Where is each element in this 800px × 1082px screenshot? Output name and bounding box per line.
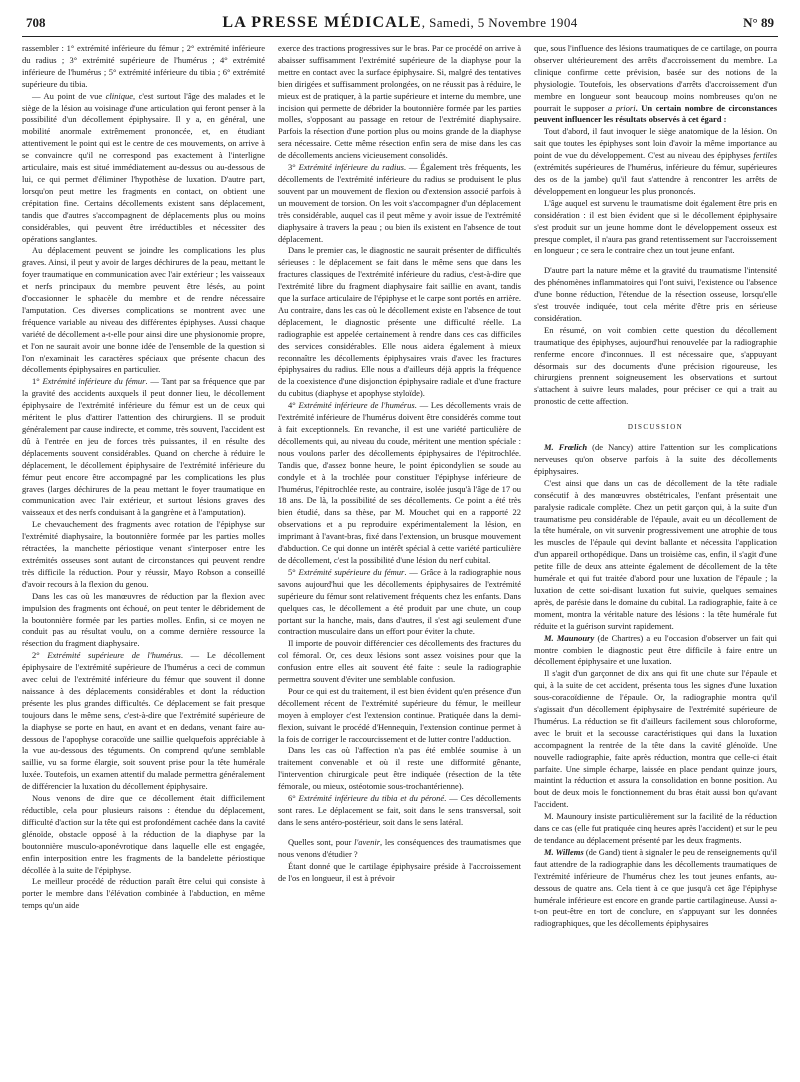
issue-date: , Samedi, 5 Novembre 1904	[421, 15, 578, 30]
section-femur: 1° Extrémité inférieure du fémur. — Tant par sa fréquence que par la gravité des accidents auxquels il peut donner lieu, le décollement épiphysaire de l'extrémité inférieure du fémur est un de ceux qui méritent le plus d'attirer l'attention des chirurgiens. Il se produit généralement par cause indirecte, et comme, très souvent, l'accident est dû à l'entrée en jeu de forces très puissantes, il en résulte des déplacements souvent considérables. Quand on cherche à réduire le déplacement, le décollement épiphysaire de l'extrémité inférieure du fémur peut encore être accompagné par les complications les plus graves (larges déchirures de la peau mettant le foyer traumatique en communication avec l'air extérieur, et surtout lésions graves des vaisseaux et des nerfs conduisant à la gangrène et à l'amputation).	[22, 376, 265, 518]
journal-title: LA PRESSE MÉDICALE	[222, 14, 422, 31]
paragraph: Au déplacement peuvent se joindre les complications les plus graves. Ainsi, il peut y avoir de larges déchirures de la peau, mettant le foyer traumatique en communication avec l'air extérieur ; les vaisseaux et nerfs principaux du membre peuvent être lésés, au point d'occasionner le sphacèle du membre et de rendre nécessaire l'amputation. Ces diverses complications se montrent avec une fréquence variable au niveau des différentes épiphyses. Aussi chaque variété de décollement a-t-elle pour ainsi dire une physionomie propre, et l'on ne saurait avoir une bonne idée de l'ensemble de la question si l'on n'examinait les caractères spéciaux que présente chacun des décollements épiphysaires en particulier.	[22, 245, 265, 375]
section-femur-upper: 5° Extrémité supérieure du fémur. — Grâce à la radiographie nous savons aujourd'hui que les décollements épiphysaires de l'extrémité supérieure du fémur sont relativement fréquents chez les enfants. Dans quelques cas, le décollement a été produit par une chute, un coup portant sur la hanche, mais, dans d'autres, il s'est agi seulement d'une contraction musculaire dans un effort pour éviter la chute.	[278, 566, 521, 637]
section-tibia: 6° Extrémité inférieure du tibia et du péroné. — Ces décollements sont rares. Le déplacement se fait, soit dans le sens transversal, soit dans le sens antéro-postérieur, soit dans le sens latéral.	[278, 793, 521, 827]
paragraph: Étant donné que le cartilage épiphysaire préside à l'accroissement de l'os en longueur, il est à prévoir	[278, 860, 521, 883]
paragraph: que, sous l'influence des lésions traumatiques de ce cartilage, on pourra observer ultérieurement des arrêts d'accroissement du membre. La clinique confirme cette prévision, basée sur des notions de la physiologie. Toutefois, les observations d'arrêts d'accroissement d'un membre en longueur sont beaucoup moins nombreuses qu'on ne pourrait le supposer a priori. Un certain nombre de circonstances peuvent influencer les résultats observés à cet égard :	[534, 43, 777, 125]
paragraph: Nous venons de dire que ce décollement était difficilement réductible, cela pour plusieurs raisons : étendue du déplacement, difficulté d'action sur la tête qui est profondément cachée dans la cavité glénoïde, obstacle opposé à la réduction de la diaphyse par la boutonnière musculo-aponévrotique dans laquelle elle est engagée, enfin interposition entre les fragments de la bandelette périostique décollée à la suite de l'épiphyse.	[22, 793, 265, 875]
discussion-heading: DISCUSSION	[627, 423, 684, 432]
section-radius: 3° Extrémité inférieure du radius. — Également très fréquents, les décollements de l'extrémité inférieure du radius se produisent le plus souvent par un mouvement de flexion ou d'extension associé parfois à un mouvement de torsion. On les voit s'accompagner d'un déplacement très considérable, auquel cas il peut même y avoir issue de l'extrémité diaphysaire à travers la peau ; ou bien ils existent en l'absence de tout déplacement.	[278, 162, 521, 244]
discussion-maunoury: M. Maunoury (de Chartres) a eu l'occasion d'observer un fait qui montre combien le diagnostic peut être difficile à faire entre un décollement épiphysaire et une luxation.	[534, 632, 777, 667]
paragraph: Quelles sont, pour l'avenir, les conséquences des traumatismes que nous venons d'étudier ?	[278, 836, 521, 859]
paragraph: M. Maunoury insiste particulièrement sur la facilité de la réduction dans ce cas (elle fut pratiquée cinq heures après l'accident) et sur le peu de tendance au déplacement présenté par les deux fragments.	[534, 811, 777, 845]
paragraph: Le meilleur procédé de réduction paraît être celui qui consiste à porter le membre dans l'élévation combinée à l'abduction, en même temps qu'un aide	[22, 876, 265, 911]
paragraph: exerce des tractions progressives sur le bras. Par ce procédé on arrive à abaisser suffisamment l'extrémité supérieure de la diaphyse pour la mettre en contact avec la surface épiphysaire. Si, malgré des tentatives bien dirigées et suffisamment prolongées, on ne réussit pas à réduire, le mieux est de pratiquer, à la partie supérieure et interne du membre, une incision qui permette de débrider la boutonnière formée par les parties molles, s'opposant au passage en retour de l'extrémité diaphysaire. Parfois la résection d'une portion plus ou moins grande de la diaphyse sera nécessaire. Cette même résection enfin sera de mise dans les cas de décollements anciens vicieusement consolidés.	[278, 43, 521, 161]
column-1	[22, 43, 265, 1069]
discussion-froelich: M. Frœlich (de Nancy) attire l'attention sur les complications nerveuses qu'on observe parfois à la suite des décollements épiphysaires.	[534, 442, 777, 476]
page-number: 708	[26, 15, 46, 30]
paragraph: Dans le premier cas, le diagnostic ne saurait présenter de difficultés sérieuses : le déplacement se fait dans le même sens que dans les fractures classiques de l'extrémité inférieure du radius, c'est-à-dire que l'extrémité libre du fragment diaphysaire fait saillie en avant, tandis que la surface articulaire de l'épiphyse et le carpe sont portés en arrière. Au contraire, dans les cas où le décollement existe en l'absence de tout déplacement, le diagnostic présente une difficulté réelle. La radiographie est appelée certainement à rendre dans ces cas difficiles des services considérables. Elle nous aidera également à mieux reconnaître les décollements épiphysaires vrais d'avec les fractures épiphysaires du radius. Elle nous a d'ailleurs déjà appris la fréquence de la coexistence d'une disjonction épiphysaire radiale et d'une fracture du cubitus (diaphyse et apophyse styloïde).	[278, 245, 521, 399]
discussion-willems: M. Willems (de Gand) tient à signaler le peu de renseignements qu'il faut attendre de la radiographie dans les décollements traumatiques de l'extrémité inférieure de l'humérus chez les tout jeunes enfants, au-dessous de quatre ans. Cela tient à ce que jusqu'à cet âge l'épiphyse humérale inférieure est encore en grande partie cartilagineuse. Aussi a-t-on peut-être en tort de conclure, en s'appuyant sur les données radiographiques, que les décollements épiphysaires	[534, 846, 777, 929]
paragraph: rassembler : 1° extrémité inférieure du fémur ; 2° extrémité inférieure du radius ; 3° extrémité supérieure de l'humérus ; 4° extrémité inférieure de l'humérus ; 5° extrémité inférieure du tibia ; 6° extrémité supérieure du tibia.	[22, 43, 265, 89]
paragraph: Il s'agit d'un garçonnet de dix ans qui fit une chute sur l'épaule et qui, à la suite de cet accident, présenta tous les signes d'une luxation sous-coracoïdienne de l'épaule. Or, la radiographie montra qu'il s'agissait d'un décollement épiphysaire de l'extrémité supérieure de l'humérus. La réduction se fit d'ailleurs facilement sous chloroforme, avec le bruit et la secousse caractéristiques qui dans la luxation accompagnent la rentrée de la tête dans la cavité glénoïde. Une nouvelle radiographie, faite après réduction, montra que celle-ci était parfaite. Une simple écharpe, laissée en place pendant quinze jours, maintint la réduction et assura la consolidation en bonne position. Au bout de deux mois le fonctionnement du bras était aussi bon qu'avant l'accident.	[534, 668, 777, 810]
page-header	[22, 14, 778, 37]
paragraph: Le chevauchement des fragments avec rotation de l'épiphyse sur l'extrémité diaphysaire, la boutonnière formée par les parties molles rétractées, la manchette périostique venant s'interposer entre les extrémités osseuses sont autant de circonstances qui peuvent rendre très difficile la réduction. Pour y réussir, Mayo Robson a conseillé d'avoir recours à la flexion du genou.	[22, 519, 265, 589]
paragraph: D'autre part la nature même et la gravité du traumatisme l'intensité des phénomènes inflammatoires qui l'ont suivi, l'existence ou l'absence d'une bonne réduction, l'étendue de la résection osseuse, lorsqu'elle s'est trouvée indiquée, tout cela mérite d'être pris en sérieuse considération.	[534, 265, 777, 323]
paragraph: Dans les cas où l'affection n'a pas été emblée soumise à un traitement convenable et où il reste une difformité gênante, l'intervention chirurgicale peut être indiquée (résection de la tête fémorale, ou mieux, ostéotomie sous-trochantérienne).	[278, 745, 521, 792]
paragraph: En résumé, on voit combien cette question du décollement traumatique des épiphyses, aujourd'hui renouvelée par la radiographie renferme encore d'inconnues. Il est nécessaire que, s'appuyant désormais sur des documents d'une précision rigoureuse, les chirurgiens prennent soigneusement les observations et surtout s'attachent à suivre leurs malades, pour préciser ce qui a trait au pronostic de cette affection.	[534, 324, 777, 407]
text-columns	[22, 43, 778, 1069]
paragraph: Dans les cas où les manœuvres de réduction par la flexion avec impulsion des fragments ont échoué, on peut tenter le débridement de la boutonnière formée par les parties molles. Enfin, si ce moyen ne conduit pas au résultat voulu, on a comme dernière ressource la résection du fragment diaphysaire.	[22, 590, 265, 649]
paragraph: C'est ainsi que dans un cas de décollement de la tête radiale consécutif à des manœuvres obstétricales, l'enfant présentait une paralysie radicale complète. Chez un petit garçon qui, à la suite d'un traumatisme peu considérable de l'épaule, avait eu un décollement de la tête humérale, on vit survenir progressivement une atrophie de tous les muscles de l'épaule qui devint ballante et nécessita l'application d'un appareil orthopédique. Dans un troisième cas, enfin, il s'agit d'une petite fille de deux ans atteinte également de décollement de la tête humérale et qui fut traitée d'abord pour une luxation de l'épaule ; la luxation de cette soi-disant luxation fut suivie, quelques semaines après, de parésie dans le domaine du cubital. La radiographie, faite à ce moment, montra la véritable nature des lésions : la tête humérale fut réduite et la guérison survint rapidement.	[534, 477, 777, 631]
paragraph: Pour ce qui est du traitement, il est bien évident qu'en présence d'un décollement récent de l'extrémité supérieure du fémur, le meilleur moyen à employer c'est l'extension continue. Pratiquée dans la demi-flexion, suivant le procédé d'Hennequin, l'extension continue permet à la fois de corriger le raccourcissement et de lutter contre l'adduction.	[278, 685, 521, 744]
paragraph: L'âge auquel est survenu le traumatisme doit également être pris en considération : il est bien évident que si le décollement épiphysaire s'est produit sur un jeune homme dont le développement osseux est presque complet, il n'aura pas grand retentissement sur l'accroissement en longueur ; ce sera le contraire chez un tout jeune enfant.	[534, 197, 777, 256]
paragraph: — Au point de vue clinique, c'est surtout l'âge des malades et le siège de la lésion au voisinage d'une articulation qui feront penser à la possibilité d'un décollement épiphysaire. Il y a, en général, une mobilité anormale extrêmement prononcée, et, en étudiant attentivement le point qui est le centre de ces mouvements, on arrive à se convaincre qu'il ne correspond pas exactement à l'interligne articulaire, mais est situé immédiatement au-dessus ou au-dessous de lui, ce qui permet d'éliminer l'hypothèse de luxation. D'autre part, lorsqu'on peut mettre les fragments en contact, on obtient une crépitation fine. Certains décollements existent sans déplacement, tandis que d'autres s'accompagnent de déplacements plus ou moins considérables, qui peuvent être irréductibles et nécessiter des opérations sanglantes.	[22, 90, 265, 244]
section-humerus-lower: 4° Extrémité inférieure de l'humérus. — Les décollements vrais de l'extrémité inférieure de l'humérus doivent être considérés comme tout à fait exceptionnels. En revanche, il est une variété particulière de décollements qui, au niveau du coude, méritent une mention spéciale : nous voulons parler des décollements épiphysaires de l'épitrochlée. Tandis que, d'assez bonne heure, le point épicondylien se soude au condyle et à la trochlée pour constituer l'épiphyse inférieure de l'humérus, l'épitrochlée reste, au contraire, isolée jusqu'à l'âge de 17 ou 18 ans. De là, la possibilité de ses décollements. Ce point a été très bien étudié, dans sa thèse, par M. Mouchet qui en a rapporté 22 observations et a pu reproduire expérimentalement la lésion, en imprimant à l'avant-bras, fixé dans l'extension, un brusque mouvement d'abduction. Ce qui donne un intérêt spécial à cette variété particulière de décollement, c'est la possibilité d'une lésion du nerf cubital.	[278, 400, 521, 565]
section-humerus-upper: 2° Extrémité supérieure de l'humérus. — Le décollement épiphysaire de l'extrémité supérieure de l'humérus a ceci de commun avec celui de l'extrémité inférieure du fémur que souvent il donne naissance à des déplacements considérables et dont la réduction présente les plus grandes difficultés. Ce déplacement se fait presque toujours dans le même sens, c'est-à-dire que l'extrémité supérieure de la diaphyse se porte en haut, en avant et en dedans, venant faire au-dessous de l'apophyse coracoïde une saillie quelquefois appréciable à la vue au-dessous des téguments. On comprend qu'une semblable saillie, vu sa forme élargie, soit souvent prise pour la tête humérale luxée. Toutefois, un examen attentif du malade permettra généralement de différencier la luxation du décollement épiphysaire.	[22, 650, 265, 792]
paragraph: Il importe de pouvoir différencier ces décollements des fractures du col fémoral. Or, ces deux lésions sont assez voisines pour que la confusion entre elles ait souvent été faite : seule la radiographie permettra souvent d'éviter une semblable confusion.	[278, 638, 521, 685]
running-title	[222, 14, 577, 32]
paragraph: Tout d'abord, il faut invoquer le siège anatomique de la lésion. On sait que toutes les épiphyses sont loin d'avoir la même importance au point de vue du développement. C'est au niveau des épiphyses fertiles (extrémités supérieures de l'humérus, inférieure du fémur, supérieures des os de la jambe) qu'il faut s'attendre à rencontrer les arrêts de développement en longueur les plus prononcés.	[534, 126, 777, 196]
column-3	[534, 43, 777, 1069]
issue-number: N° 89	[743, 15, 774, 30]
column-2	[278, 43, 521, 1069]
